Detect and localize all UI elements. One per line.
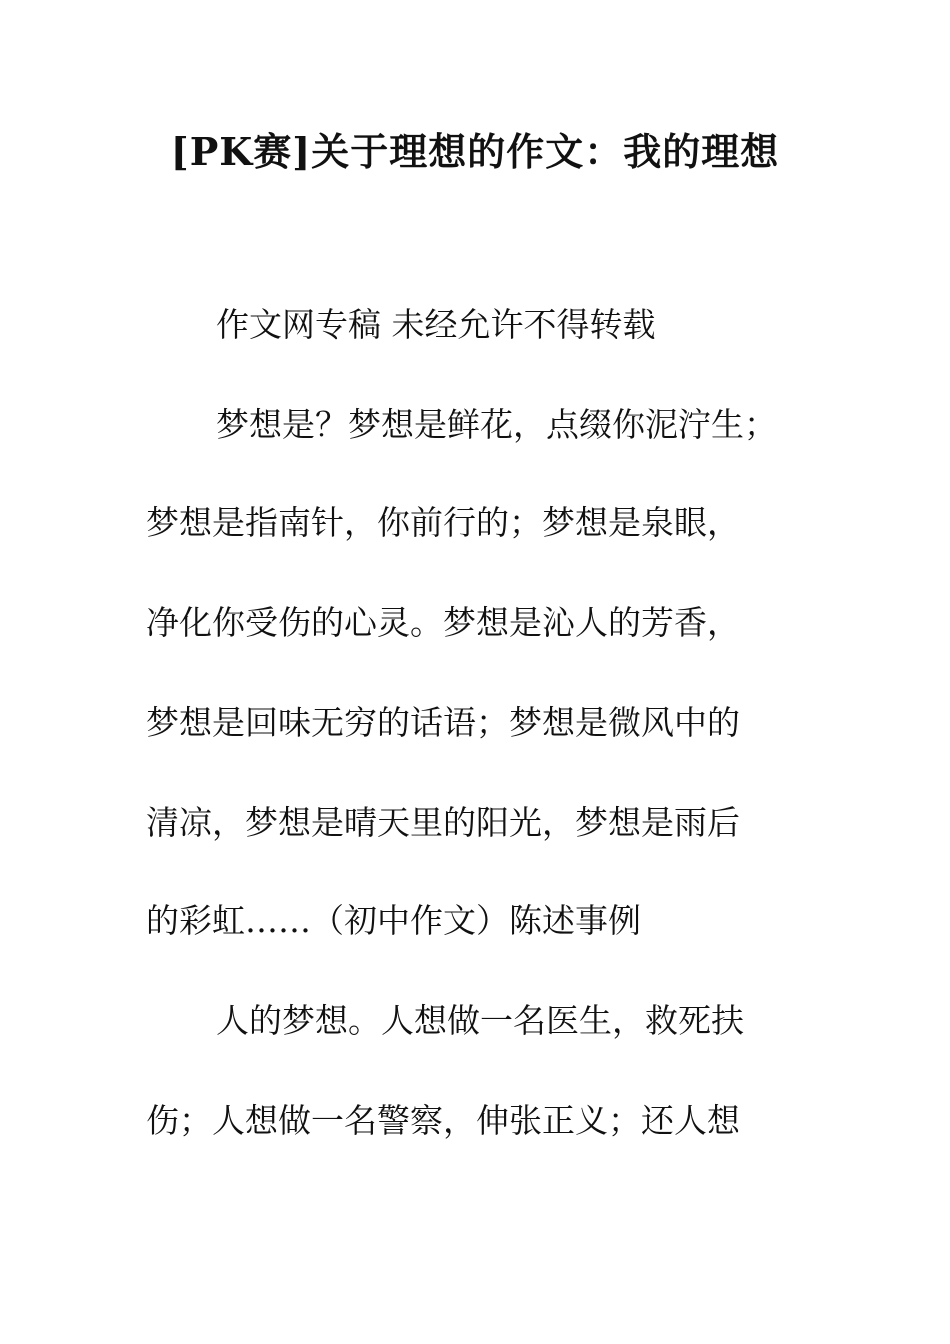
paragraph-line: 梦想是回味无穷的话语；梦想是微风中的 — [146, 703, 740, 742]
paragraph-line: 净化你受伤的心灵。梦想是沁人的芳香， — [146, 603, 740, 642]
paragraph-line: 人的梦想。人想做一名医生，救死扶 — [216, 1001, 744, 1040]
paragraph-line: 伤；人想做一名警察，伸张正义；还人想 — [146, 1101, 740, 1140]
paragraph-line: 梦想是指南针，你前行的；梦想是泉眼， — [146, 503, 740, 542]
paragraph-line: 清凉，梦想是晴天里的阳光，梦想是雨后 — [146, 803, 740, 842]
paragraph-line: 的彩虹……（初中作文）陈述事例 — [146, 901, 641, 940]
paragraph-line: 梦想是？梦想是鲜花，点缀你泥泞生； — [216, 405, 777, 444]
document-title: [PK赛]关于理想的作文：我的理想 — [170, 129, 780, 174]
source-note: 作文网专稿 未经允许不得转载 — [216, 305, 656, 344]
